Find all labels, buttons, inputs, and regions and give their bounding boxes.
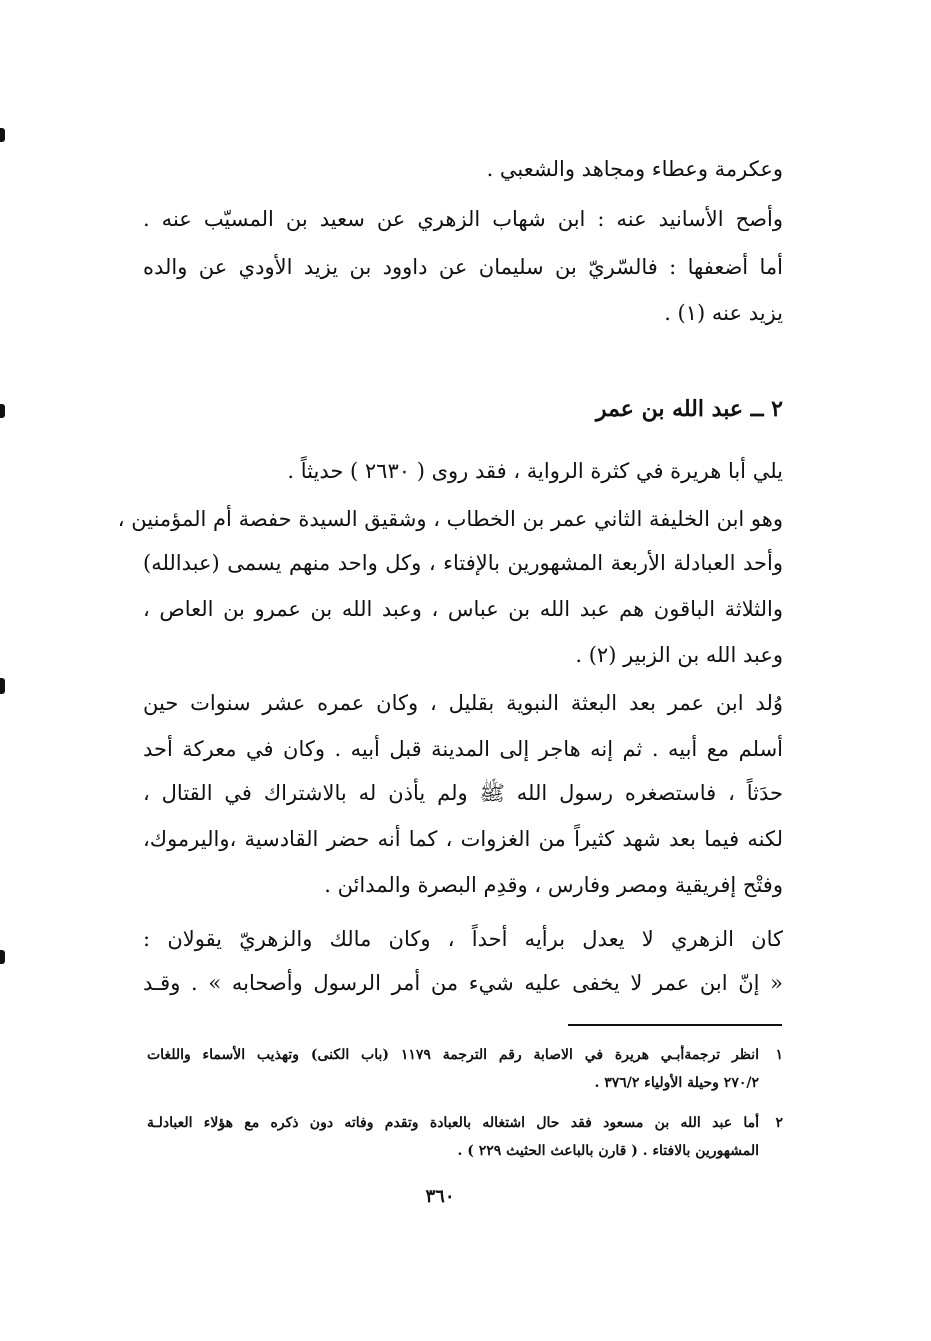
body-line: حدَثاً ، فاستصغره رسول الله ﷺ ولم يأذن له بالاشتراك في القتال ، <box>143 781 783 805</box>
body-line: وفتْح إفريقية ومصر وفارس ، وقدِم البصرة والمدائن . <box>324 873 783 897</box>
footnote-line: انظر ترجمةأبـي هريرة في الاصابة رقم الترجمة ١١٧٩ (باب الكنى) وتهذيب الأسماء واللغات <box>147 1047 759 1063</box>
scan-edge-mark <box>0 678 5 694</box>
body-line: لكنه فيما بعد شهد كثيراً من الغزوات ، كما أنه حضر القادسية ،واليرموك، <box>143 827 783 851</box>
footnote-line: أما عبد الله بن مسعود فقد حال اشتغاله بالعبادة وتقدم وفاته دون ذكره مع هؤلاء العبادلـة <box>147 1115 759 1131</box>
body-line: أسلم مع أبيه . ثم إنه هاجر إلى المدينة قبل أبيه . وكان في معركة أحد <box>143 737 783 761</box>
body-line: يلي أبا هريرة في كثرة الرواية ، فقد روى ( ٢٦٣٠ ) حديثاً . <box>287 459 783 483</box>
body-line: « إنّ ابن عمر لا يخفى عليه شيء من أمر الرسول وأصحابه » . وقـد <box>143 971 783 995</box>
footnote-number: ٢ <box>775 1115 783 1131</box>
body-line: وُلد ابن عمر بعد البعثة النبوية بقليل ، وكان عمره عشر سنوات حين <box>143 691 783 715</box>
body-line: وعكرمة وعطاء ومجاهد والشعبي . <box>486 157 783 181</box>
footnote-line: ٢٧٠/٢ وحيلة الأولياء ٣٧٦/٢ . <box>594 1075 759 1091</box>
body-line: وأحد العبادلة الأربعة المشهورين بالإفتاء ، وكل واحد منهم يسمى (عبدالله) <box>143 551 783 575</box>
body-line: والثلاثة الباقون هم عبد الله بن عباس ، وعبد الله بن عمرو بن العاص ، <box>143 597 783 621</box>
body-line: كان الزهري لا يعدل برأيه أحداً ، وكان مالك والزهريّ يقولان : <box>143 927 783 951</box>
footnote-separator <box>568 1024 782 1026</box>
footnote-number: ١ <box>775 1047 783 1063</box>
scan-edge-mark <box>0 404 5 418</box>
scan-edge-mark <box>0 950 5 964</box>
section-heading: ٢ ــ عبد الله بن عمر <box>595 396 783 422</box>
footnote-line: المشهورين بالافتاء . ( قارن بالباعث الحثيث ٢٢٩ ) . <box>457 1143 759 1159</box>
body-line: وعبد الله بن الزبير (٢) . <box>575 643 783 667</box>
scan-edge-mark <box>0 128 5 142</box>
body-line: وهو ابن الخليفة الثاني عمر بن الخطاب ، وشقيق السيدة حفصة أم المؤمنين ، <box>117 507 783 531</box>
body-line: يزيد عنه (١) . <box>664 301 783 325</box>
page-number: ٣٦٠ <box>425 1186 455 1207</box>
body-line: وأصح الأسانيد عنه : ابن شهاب الزهري عن سعيد بن المسيّب عنه . <box>143 207 783 231</box>
body-line: أما أضعفها : فالسّريّ بن سليمان عن داوود بن يزيد الأودي عن والده <box>143 255 783 279</box>
